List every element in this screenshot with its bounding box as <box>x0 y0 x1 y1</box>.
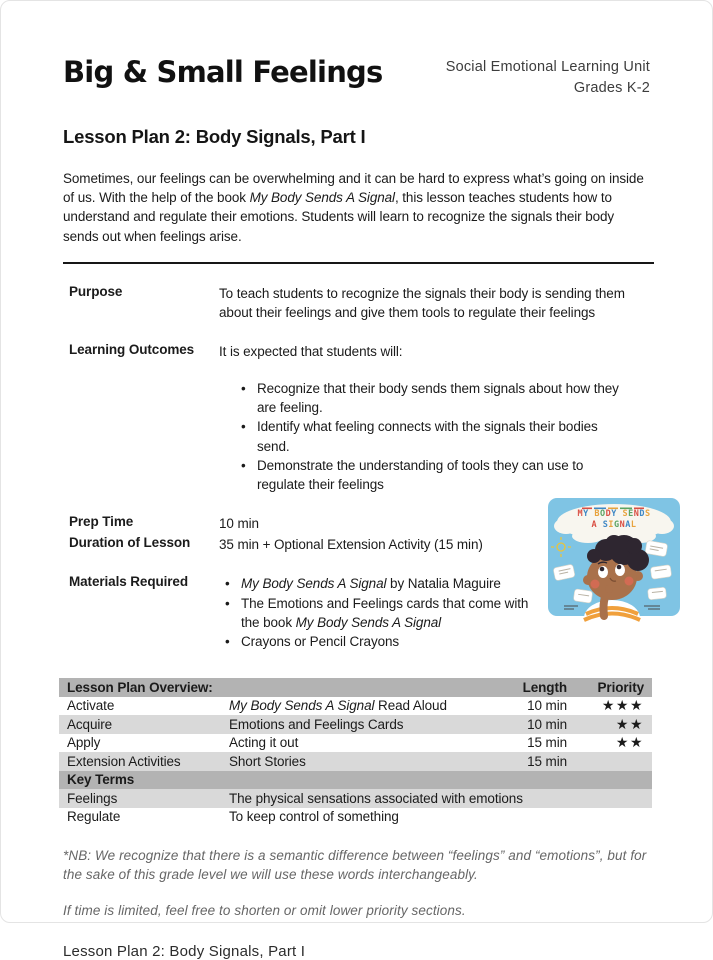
grade-level: Grades K-2 <box>573 80 650 97</box>
table-row <box>59 715 652 734</box>
book-title <box>548 509 680 530</box>
key-term-definition: To keep control of something <box>229 809 399 825</box>
table-row <box>59 734 652 753</box>
outcomes-intro: It is expected that students will: <box>219 343 403 359</box>
prep-time-label: Prep Time <box>69 514 134 530</box>
section-divider <box>63 262 654 264</box>
table-row <box>59 752 652 771</box>
book-cover-image <box>548 498 680 616</box>
table-row <box>59 697 652 716</box>
section-priority: ★★★ <box>601 697 644 714</box>
footnotes <box>63 846 650 920</box>
purpose-text: To teach students to recognize the signals their body is sending them about their feelings and give them tools to regulate their feelings <box>219 285 625 320</box>
priority-column-header: Priority <box>597 679 644 695</box>
key-term: Regulate <box>67 809 121 825</box>
key-term-row <box>59 808 652 827</box>
lesson-plan-overview-table <box>59 678 652 826</box>
section-name: Acquire <box>67 716 113 732</box>
outcomes-content <box>219 342 650 494</box>
section-description: Acting it out <box>229 735 299 751</box>
duration-value: 35 min + Optional Extension Activity (15 min) <box>219 537 483 553</box>
nb-note: *NB: We recognize that there is a semantic difference between “feelings” and “emotions”, but for the sake of this grade level we will use these words interchangeably. <box>63 848 647 883</box>
section-length: 15 min <box>527 735 567 751</box>
intro-paragraph: Sometimes, our feelings can be overwhelming and it can be hard to express what’s going on inside of us. With the help of the book My Body Sends A Signal, this lesson teaches students how to understand and regulate their emotions. Students will learn to recognize the signals their body sends out when feelings arise. <box>63 171 644 244</box>
materials-list <box>219 574 535 651</box>
book-title-line2: A SIGNAL <box>591 519 637 530</box>
table-header-row <box>59 678 652 697</box>
unit-name: Social Emotional Learning Unit <box>445 59 650 75</box>
outcome-item: • Demonstrate the understanding of tools they can use to regulate their feelings <box>235 456 627 494</box>
section-description: Short Stories <box>229 753 306 769</box>
section-length: 10 min <box>527 716 567 732</box>
section-length: 15 min <box>527 753 567 769</box>
outcomes-label: Learning Outcomes <box>69 341 195 357</box>
purpose-label: Purpose <box>69 283 123 299</box>
key-term-row <box>59 789 652 808</box>
outcome-item: • Identify what feeling connects with the signals their bodies send. <box>235 417 627 455</box>
material-item: • My Body Sends A Signal by Natalia Maguire <box>219 574 535 593</box>
section-length: 10 min <box>527 698 567 714</box>
outcomes-list <box>235 379 627 494</box>
table-title: Lesson Plan Overview: <box>67 679 213 695</box>
section-description: Emotions and Feelings Cards <box>229 716 404 732</box>
section-name: Activate <box>67 698 115 714</box>
section-priority: ★★ <box>615 715 644 732</box>
section-name: Extension Activities <box>67 753 181 769</box>
section-description: My Body Sends A Signal Read Aloud <box>229 698 447 714</box>
outcome-item: • Recognize that their body sends them signals about how they are feeling. <box>235 379 627 417</box>
materials-label: Materials Required <box>69 574 188 590</box>
book-title-line1: MY BODY SENDS <box>577 509 651 519</box>
material-item: • Crayons or Pencil Crayons <box>219 632 535 651</box>
page-header <box>63 57 650 99</box>
key-terms-header-row <box>59 771 652 790</box>
page-footer: Lesson Plan 2: Body Signals, Part I <box>63 943 306 960</box>
material-item: • The Emotions and Feelings cards that come with the book My Body Sends A Signal <box>219 594 535 632</box>
document-title: Big & Small Feelings <box>63 55 383 89</box>
key-term: Feelings <box>67 790 118 806</box>
key-terms-label: Key Terms <box>67 772 135 788</box>
key-term-definition: The physical sensations associated with emotions <box>229 790 523 806</box>
unit-info <box>446 57 650 99</box>
prep-time-value: 10 min <box>219 516 259 532</box>
duration-label: Duration of Lesson <box>69 535 191 551</box>
section-name: Apply <box>67 735 101 751</box>
time-note: If time is limited, feel free to shorten or omit lower priority sections. <box>63 903 466 919</box>
lesson-heading: Lesson Plan 2: Body Signals, Part I <box>63 126 366 148</box>
length-column-header: Length <box>522 679 567 695</box>
section-priority: ★★ <box>615 734 644 751</box>
